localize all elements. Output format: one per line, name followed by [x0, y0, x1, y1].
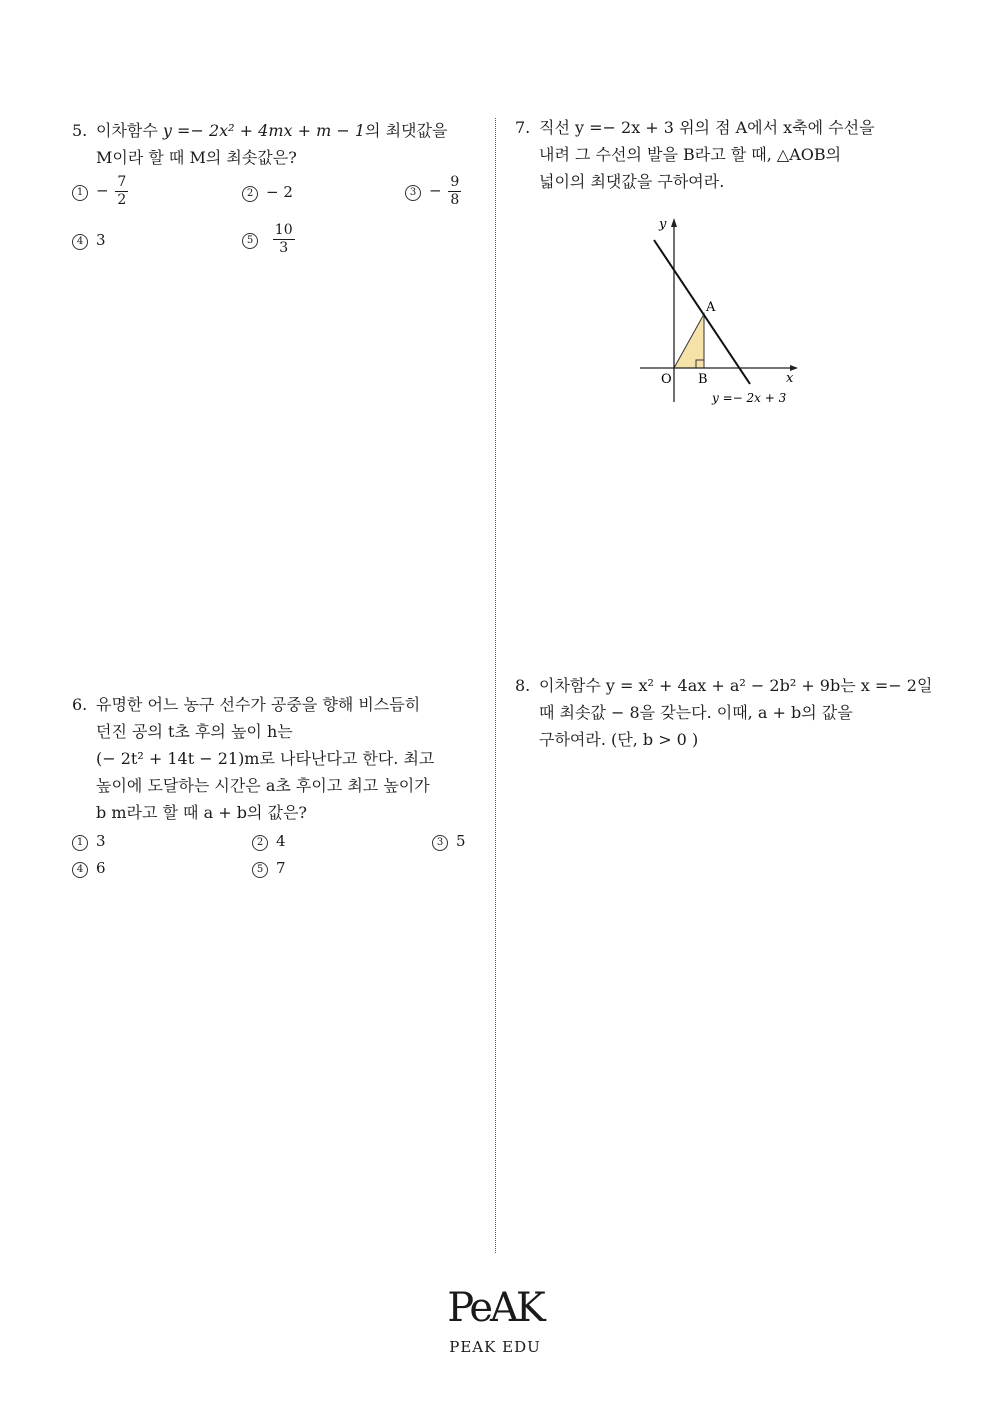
numerator: 7: [117, 174, 127, 190]
choice-value: 5: [456, 832, 466, 850]
problem-text: 던진 공의 t초 후의 높이 h는: [96, 722, 293, 741]
choice-marker: 5: [252, 862, 268, 878]
problem-text: 유명한 어느 농구 선수가 공중을 향해 비스듬히: [96, 695, 421, 714]
problem-text: 구하여라. (단, b > 0 ): [539, 730, 699, 749]
problem-text: 높이에 도달하는 시간은 a초 후이고 최고 높이가: [96, 776, 430, 795]
point-a-label: A: [706, 300, 716, 315]
problem-number: 7.: [515, 118, 531, 137]
problem-text: b m라고 할 때 a + b의 값은?: [96, 803, 307, 822]
choice-marker: 1: [72, 835, 88, 851]
choice-marker: 4: [72, 862, 88, 878]
choice-value: 3: [96, 832, 106, 850]
point-b-label: B: [698, 372, 708, 387]
fraction: [115, 174, 128, 209]
choice-marker: 1: [72, 185, 88, 201]
choice-marker: 2: [252, 835, 268, 851]
problem-text: 의 최댓값을: [365, 121, 448, 140]
choice-5[interactable]: [242, 222, 297, 257]
choice-value: − 2: [266, 183, 293, 201]
choice-2[interactable]: [252, 832, 286, 851]
problem-text: 내려 그 수선의 발을 B라고 할 때, △AOB의: [539, 145, 842, 164]
problem-5: [72, 117, 447, 171]
choice-5[interactable]: [252, 859, 286, 878]
problem-text: 때 최솟값 − 8을 갖는다. 이때, a + b의 값을: [539, 703, 853, 722]
choice-value: 7: [276, 859, 286, 877]
fraction: [448, 174, 461, 209]
choice-marker: 2: [242, 186, 258, 202]
choice-1[interactable]: [72, 174, 130, 209]
origin-label: O: [661, 372, 672, 387]
y-axis-arrow: [671, 218, 677, 227]
problem-text: 넓이의 최댓값을 구하여라.: [539, 172, 725, 191]
problem-text: 이차함수 y = x² + 4ax + a² − 2b² + 9b는 x =− 2일: [539, 676, 933, 695]
column-divider: [495, 118, 496, 1253]
choice-value: 4: [276, 832, 286, 850]
denominator: 3: [279, 240, 289, 256]
denominator: 8: [450, 192, 460, 208]
problem-number: 8.: [515, 676, 531, 695]
problem-6: [72, 691, 434, 826]
brand-name: PEAK EDU: [449, 1338, 541, 1356]
formula: y =− 2x² + 4mx + m − 1: [162, 121, 366, 140]
choice-3[interactable]: [405, 174, 463, 209]
choice-marker: 3: [405, 185, 421, 201]
x-axis-label: x: [786, 371, 794, 386]
y-axis-label: y: [659, 217, 667, 232]
problem-text: 직선 y =− 2x + 3 위의 점 A에서 x축에 수선을: [539, 118, 875, 137]
problem-7: [515, 114, 875, 195]
sign: −: [96, 181, 109, 200]
peak-edu-logo: [440, 1280, 550, 1356]
sign: −: [429, 181, 442, 200]
denominator: 2: [117, 192, 127, 208]
problem-number: 5.: [72, 121, 88, 140]
problem-8: [515, 672, 932, 753]
choice-1[interactable]: [72, 832, 106, 851]
choice-2[interactable]: [242, 183, 293, 202]
line-equation-label: y =− 2x + 3: [712, 391, 787, 405]
choice-4[interactable]: [72, 859, 106, 878]
coordinate-figure: [630, 210, 810, 410]
choice-value: 6: [96, 859, 106, 877]
choice-marker: 4: [72, 234, 88, 250]
problem-text: M이라 할 때 M의 최솟값은?: [96, 148, 297, 167]
choice-4[interactable]: [72, 231, 106, 250]
fraction: [273, 222, 295, 257]
numerator: 10: [274, 222, 293, 238]
problem-number: 6.: [72, 695, 88, 714]
logo-mark: PeAK: [447, 1285, 543, 1331]
choice-value: 3: [96, 231, 106, 249]
problem-text: (− 2t² + 14t − 21)m로 나타난다고 한다. 최고: [96, 749, 435, 768]
choice-3[interactable]: [432, 832, 466, 851]
numerator: 9: [450, 174, 460, 190]
choice-marker: 5: [242, 233, 258, 249]
problem-text: 이차함수: [96, 121, 158, 140]
choice-marker: 3: [432, 835, 448, 851]
